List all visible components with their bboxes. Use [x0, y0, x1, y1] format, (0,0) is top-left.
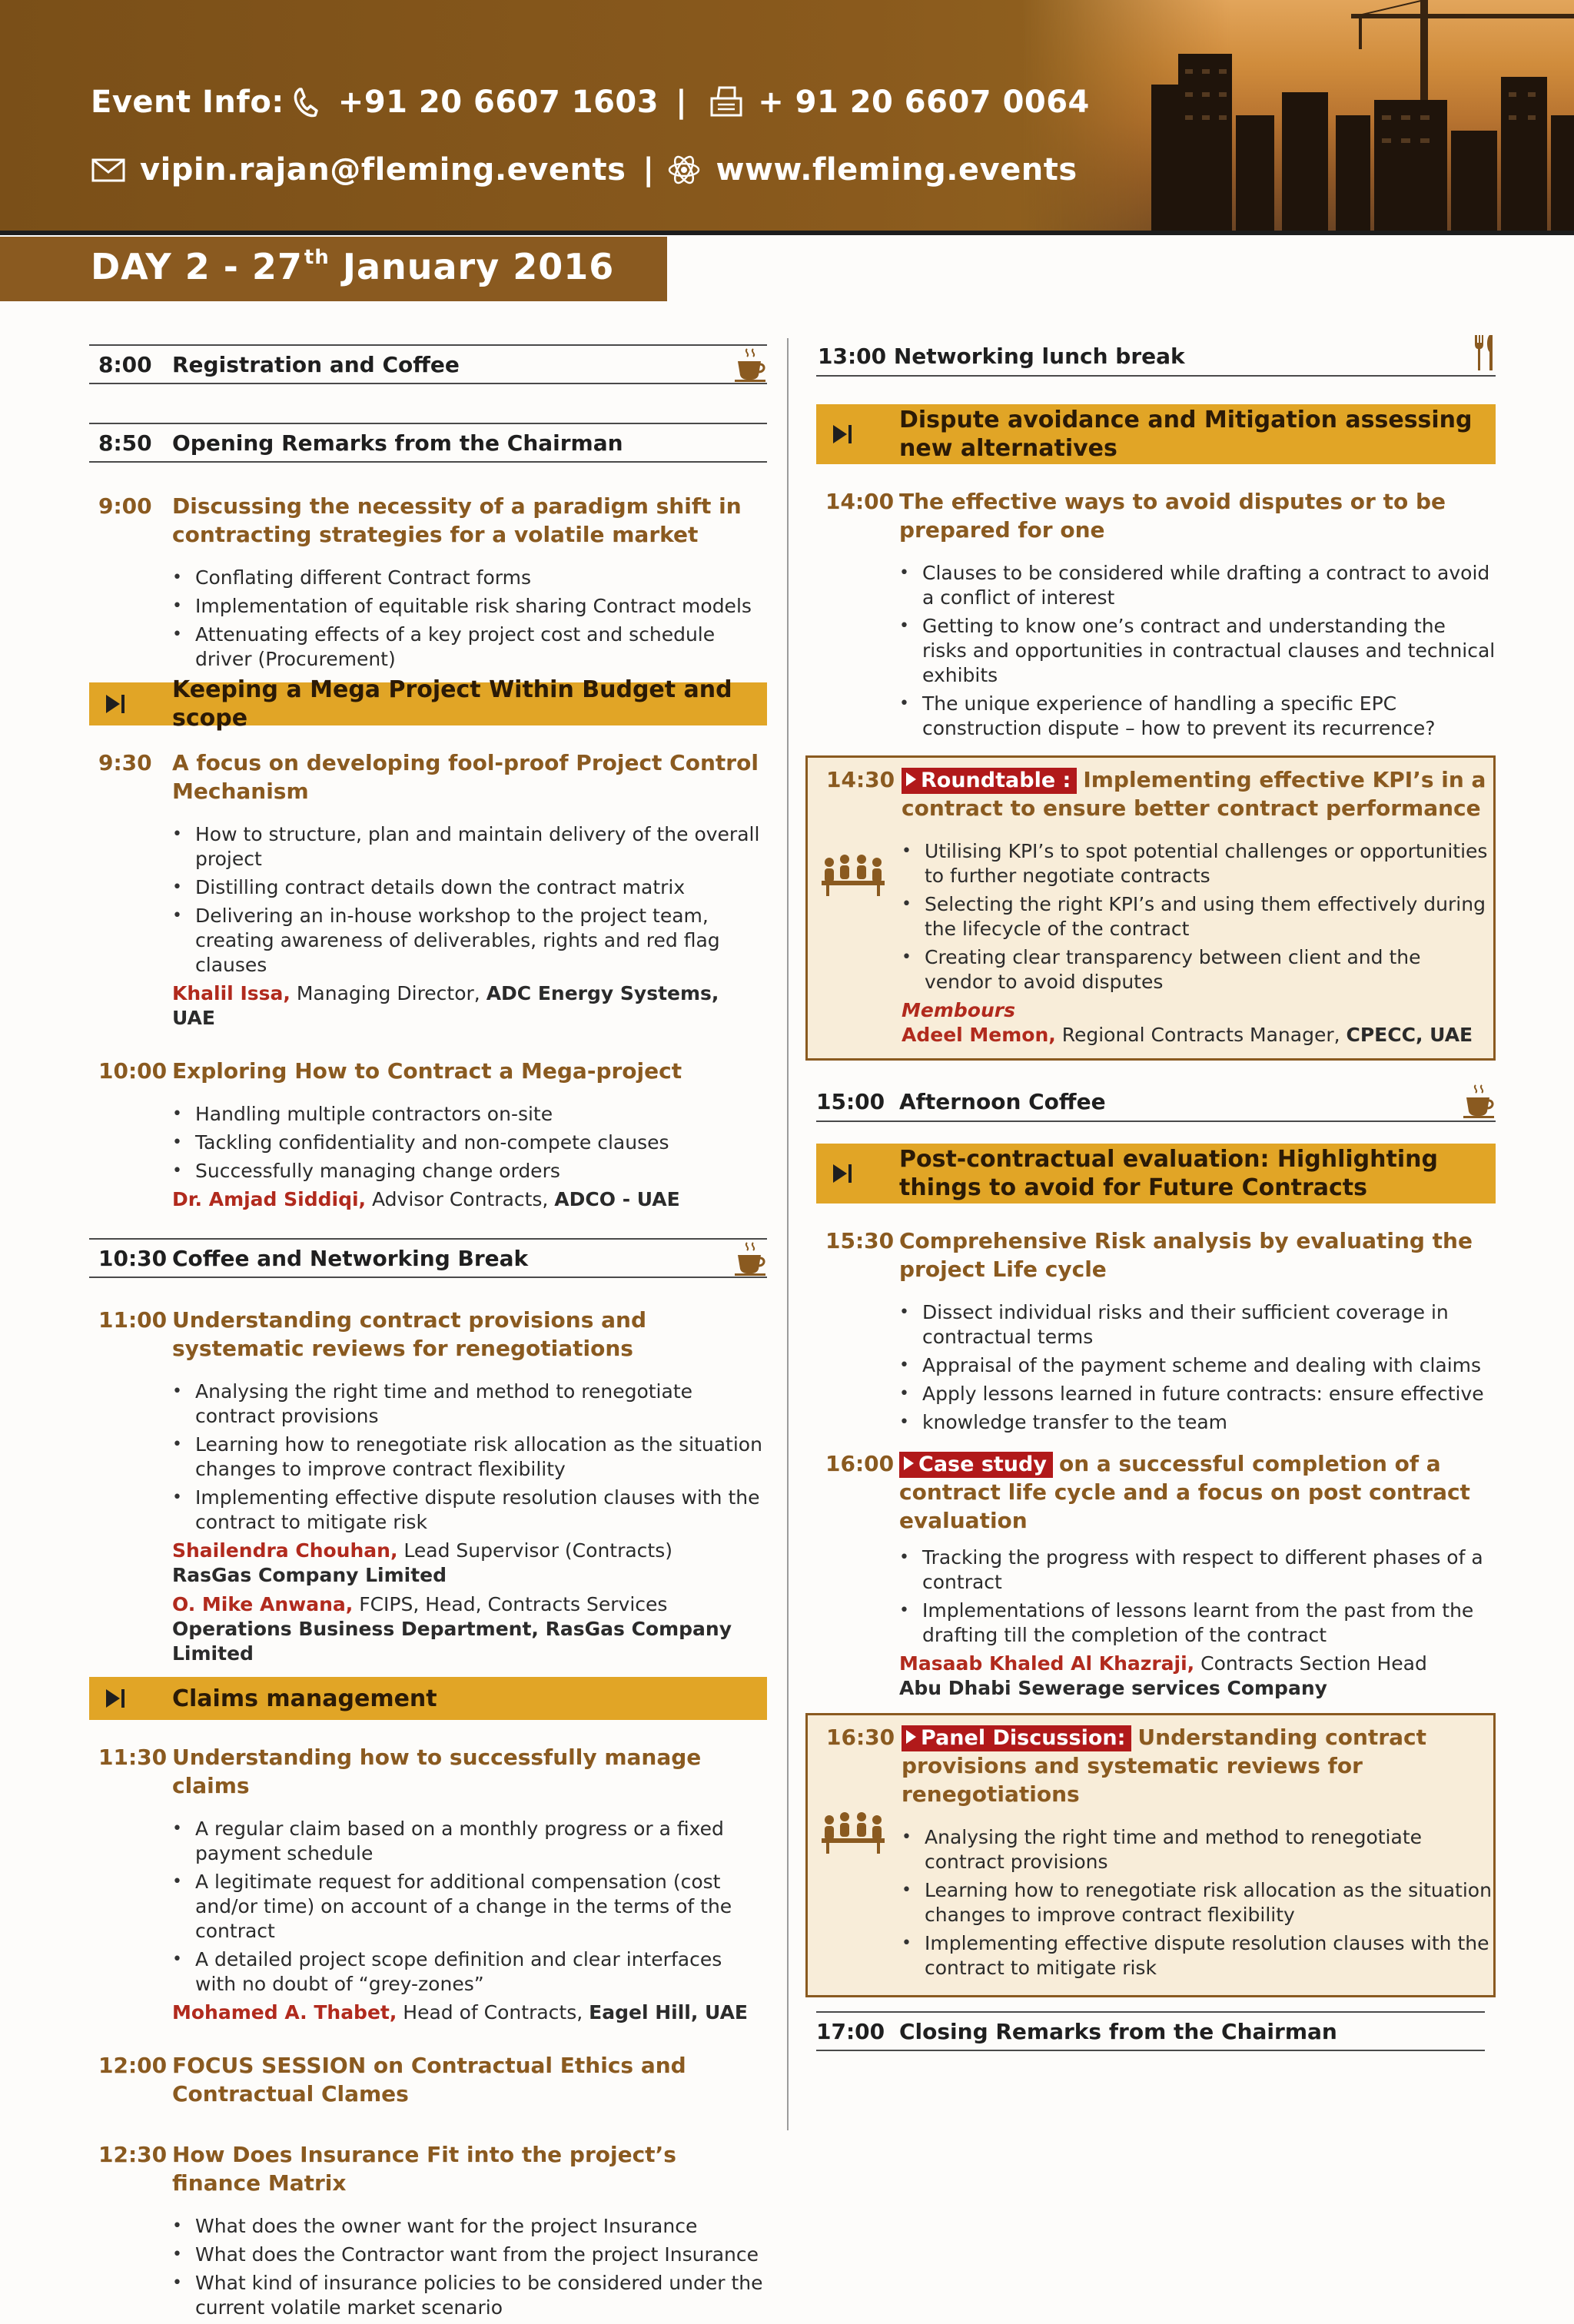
speaker-name: Masaab Khaled Al Khazraji,	[899, 1652, 1195, 1675]
list-item: • Learning how to renegotiate risk allocation as the situation changes to improve contract flexibility	[902, 1878, 1493, 1927]
arrow-icon	[904, 1456, 914, 1470]
list-item: • Tackling confidentiality and non-compete clauses	[172, 1130, 767, 1155]
session-title: Exploring How to Contract a Mega-project	[172, 1058, 682, 1084]
session-title: How Does Insurance Fit into the project’s finance Matrix	[172, 2142, 676, 2196]
bullet-list	[902, 839, 1493, 994]
session-title: Coffee and Networking Break	[172, 1245, 529, 1271]
session-time: 16:00	[825, 1451, 895, 1476]
session-time: 12:00	[98, 2053, 168, 2078]
column-divider	[787, 338, 789, 2130]
list-item: • A regular claim based on a monthly progress or a fixed payment schedule	[172, 1817, 767, 1866]
agenda-row-registration	[89, 344, 767, 384]
bullet-list	[902, 1825, 1493, 1980]
list-item: • Conflating different Contract forms	[172, 566, 767, 590]
section-title: Dispute avoidance and Mitigation assessing new alternatives	[899, 407, 1473, 462]
list-item: • Attenuating effects of a key project cost and schedule driver (Procurement)	[172, 622, 767, 672]
agenda-session-0900	[89, 492, 767, 549]
session-time: 11:00	[98, 1307, 168, 1333]
list-item: • Tracking the progress with respect to different phases of a contract	[899, 1545, 1496, 1595]
session-title: Comprehensive Risk analysis by evaluating the project Life cycle	[899, 1228, 1473, 1282]
session-time: 8:50	[98, 430, 152, 456]
agenda-session-1200	[89, 2051, 767, 2108]
session-title-text: on a successful completion of a contract life cycle and a focus on post contract evaluation	[899, 1451, 1470, 1533]
bullet-list	[899, 1300, 1496, 1435]
session-time: 8:00	[98, 351, 152, 377]
session-time: 9:00	[98, 493, 152, 519]
speaker-org: Eagel Hill, UAE	[589, 2001, 749, 2024]
speaker	[172, 1592, 767, 1617]
speaker-name: Khalil Issa,	[172, 982, 291, 1004]
coffee-cup-icon	[735, 347, 767, 383]
speaker	[172, 1187, 767, 1212]
arrow-icon	[906, 772, 916, 786]
session-time: 12:30	[98, 2142, 168, 2167]
speaker-org: ADC Energy Systems, UAE	[172, 982, 719, 1029]
speaker-role: Contracts Section Head	[1194, 1652, 1427, 1675]
list-item: • Delivering an in-house workshop to the project team, creating awareness of deliverables, rights and red flag clauses	[172, 904, 767, 978]
speaker-org: Abu Dhabi Sewerage services Company	[899, 1677, 1327, 1699]
speaker	[899, 1652, 1496, 1676]
session-time: 10:30	[98, 1245, 168, 1271]
agenda-session-1430	[808, 765, 1493, 822]
bullet-list	[172, 1102, 767, 1184]
panel-discussion-box	[805, 1713, 1496, 1997]
meeting-people-icon	[819, 1809, 888, 1855]
event-info-label: Event Info:	[91, 85, 284, 120]
list-item: • How to structure, plan and maintain delivery of the overall project	[172, 822, 767, 872]
left-column	[89, 344, 767, 2324]
list-item: • knowledge transfer to the team	[899, 1410, 1496, 1435]
website-link[interactable]: www.fleming.events	[716, 152, 1078, 188]
panel-discussion-tag	[902, 1725, 1131, 1751]
section-title: Claims management	[172, 1685, 437, 1712]
session-title: Afternoon Coffee	[899, 1088, 1106, 1114]
play-skip-icon	[89, 1688, 172, 1709]
speaker-org-line	[899, 1676, 1496, 1701]
arrow-icon	[906, 1730, 916, 1744]
event-info-line	[91, 85, 1090, 120]
bullet-list	[899, 561, 1496, 741]
session-title	[902, 1723, 1493, 1808]
speaker	[902, 1023, 1493, 1047]
list-item: • A detailed project scope definition and clear interfaces with no doubt of “grey-zones”	[172, 1947, 767, 1997]
speaker-org: Operations Business Department, RasGas Company Limited	[172, 1618, 732, 1665]
bullet-list	[172, 822, 767, 978]
agenda-session-1600	[816, 1449, 1496, 1535]
day-month-year: January 2016	[342, 246, 615, 287]
list-item: • Clauses to be considered while drafting a contract to avoid a conflict of interest	[899, 561, 1496, 610]
list-item: • What kind of insurance policies to be considered under the current volatile market scenario	[172, 2271, 767, 2320]
roundtable-box	[805, 755, 1496, 1061]
agenda-session-1630	[808, 1723, 1493, 1808]
list-item: • Successfully managing change orders	[172, 1159, 767, 1184]
list-item: • Distilling contract details down the contract matrix	[172, 875, 767, 900]
coffee-cup-icon	[1463, 1084, 1496, 1119]
session-title: Opening Remarks from the Chairman	[172, 430, 623, 456]
session-time: 15:00	[816, 1088, 885, 1114]
speaker-name: O. Mike Anwana,	[172, 1593, 354, 1615]
agenda-row-closing	[816, 2011, 1485, 2051]
speaker-org-line	[172, 1617, 767, 1666]
session-time: 14:00	[825, 489, 895, 514]
day-prefix: DAY 2 - 27	[91, 246, 303, 287]
session-title	[899, 1449, 1496, 1535]
agenda-session-1400	[816, 487, 1496, 544]
bullet-list	[172, 566, 767, 672]
list-item: • Apply lessons learned in future contracts: ensure effective	[899, 1382, 1496, 1406]
agenda-row-lunch	[816, 337, 1496, 377]
list-item: • Utilising KPI’s to spot potential challenges or opportunities to further negotiate contracts	[902, 839, 1493, 888]
speaker-role: Regional Contracts Manager,	[1055, 1024, 1347, 1046]
day-banner	[0, 237, 667, 301]
list-item: • Implementations of lessons learnt from the past from the drafting till the completion of the contract	[899, 1599, 1496, 1648]
moderator	[902, 998, 1493, 1023]
session-time: 11:30	[98, 1745, 168, 1770]
session-title: Understanding how to successfully manage claims	[172, 1745, 702, 1798]
bullet-list	[172, 1817, 767, 1997]
separator: |	[676, 85, 688, 120]
session-title: Closing Remarks from the Chairman	[899, 2018, 1337, 2044]
coffee-cup-icon	[735, 1241, 767, 1277]
roundtable-tag	[902, 768, 1077, 794]
list-item: • Creating clear transparency between client and the vendor to avoid disputes	[902, 945, 1493, 994]
right-column	[816, 344, 1496, 2090]
list-item: • Dissect individual risks and their sufficient coverage in contractual terms	[899, 1300, 1496, 1350]
session-title: The effective ways to avoid disputes or to be prepared for one	[899, 489, 1446, 543]
session-title	[902, 765, 1493, 822]
session-time: 10:00	[98, 1058, 168, 1084]
agenda-row-opening	[89, 423, 767, 463]
agenda-row-coffee-break	[89, 1238, 767, 1278]
list-item: • Analysing the right time and method to renegotiate contract provisions	[172, 1379, 767, 1429]
session-time: 14:30	[826, 767, 895, 792]
construction-skyline-image	[1021, 0, 1574, 231]
play-skip-icon	[89, 693, 172, 715]
list-item: • Implementation of equitable risk sharing Contract models	[172, 594, 767, 619]
speaker-role: Managing Director,	[290, 982, 486, 1004]
section-band-dispute	[816, 404, 1496, 464]
speaker-name: Mohamed A. Thabet,	[172, 2001, 397, 2024]
phone-link[interactable]: +91 20 6607 1603	[337, 85, 659, 120]
agenda-session-1230	[89, 2140, 767, 2197]
speaker	[172, 981, 767, 1031]
session-title: 13:00 Networking lunch break	[818, 343, 1185, 369]
bullet-list	[172, 1379, 767, 1535]
session-time: 16:30	[826, 1725, 895, 1750]
agenda-session-0930	[89, 749, 767, 805]
phone-icon	[289, 85, 324, 120]
agenda-session-1130	[89, 1743, 767, 1800]
fax-icon	[709, 85, 744, 120]
speaker-role: Lead Supervisor (Contracts)	[397, 1539, 673, 1562]
section-band-post-contractual	[816, 1144, 1496, 1204]
speaker-role: Advisor Contracts,	[366, 1188, 555, 1210]
session-title: Discussing the necessity of a paradigm shift in contracting strategies for a volatile market	[172, 493, 742, 547]
list-item: • Analysing the right time and method to renegotiate contract provisions	[902, 1825, 1493, 1874]
play-skip-icon	[816, 423, 899, 445]
list-item: • What does the Contractor want from the project Insurance	[172, 2243, 767, 2267]
day-title	[91, 246, 614, 287]
agenda-row-afternoon-coffee	[816, 1082, 1496, 1122]
speaker-org: RasGas Company Limited	[172, 1564, 447, 1586]
play-skip-icon	[816, 1163, 899, 1184]
session-time: 15:30	[825, 1228, 895, 1253]
speaker-role: FCIPS, Head, Contracts Services	[353, 1593, 668, 1615]
list-item: • A legitimate request for additional compensation (cost and/or time) on account of a change in the terms of the contract	[172, 1870, 767, 1944]
day-suffix: th	[304, 246, 330, 269]
session-title: FOCUS SESSION on Contractual Ethics and Contractual Clames	[172, 2053, 686, 2107]
speaker	[172, 1539, 767, 1563]
list-item: • Selecting the right KPI’s and using them effectively during the lifecycle of the contract	[902, 892, 1493, 941]
bullet-list	[172, 2214, 767, 2320]
agenda-session-1000	[89, 1057, 767, 1085]
speaker-org: ADCO - UAE	[554, 1188, 680, 1210]
email-icon	[91, 152, 126, 188]
speaker-org-line	[172, 1563, 767, 1588]
list-item: • Handling multiple contractors on-site	[172, 1102, 767, 1127]
session-time: 17:00	[816, 2018, 885, 2044]
globe-icon	[666, 152, 702, 188]
fork-knife-icon	[1473, 334, 1496, 372]
speaker-name: Shailendra Chouhan,	[172, 1539, 398, 1562]
separator: |	[643, 152, 655, 188]
session-title: Understanding contract provisions and systematic reviews for renegotiations	[172, 1307, 646, 1361]
list-item: • The unique experience of handling a specific EPC construction dispute – how to prevent its recurrence?	[899, 692, 1496, 741]
speaker-role: Head of Contracts,	[397, 2001, 589, 2024]
email-link[interactable]: vipin.rajan@fleming.events	[140, 152, 626, 188]
session-title: Registration and Coffee	[172, 351, 460, 377]
header-banner	[0, 0, 1574, 231]
session-title: A focus on developing fool-proof Project Control Mechanism	[172, 750, 759, 804]
bullet-list	[899, 1545, 1496, 1648]
meeting-people-icon	[819, 852, 888, 898]
section-band-budget	[89, 676, 767, 732]
header-rule	[0, 231, 1574, 235]
section-title: Keeping a Mega Project Within Budget and scope	[172, 676, 732, 732]
case-study-tag	[899, 1452, 1053, 1478]
session-title-text: Implementing effective KPI’s in a contract to ensure better contract performance	[902, 767, 1486, 821]
list-item: • Learning how to renegotiate risk allocation as the situation changes to improve contract flexibility	[172, 1433, 767, 1482]
section-title: Post-contractual evaluation: Highlighting things to avoid for Future Contracts	[899, 1146, 1438, 1201]
tag-label: Roundtable :	[921, 769, 1071, 792]
speaker-name: Adeel Memon,	[902, 1024, 1056, 1046]
contact-line	[91, 152, 1078, 188]
session-title-text: Understanding contract provisions and systematic reviews for renegotiations	[902, 1725, 1426, 1807]
tag-label: Panel Discussion:	[921, 1726, 1126, 1750]
speaker	[172, 2000, 767, 2025]
list-item: • Appraisal of the payment scheme and dealing with claims	[899, 1353, 1496, 1378]
session-time: 9:30	[98, 750, 152, 775]
speaker-org: CPECC, UAE	[1346, 1024, 1473, 1046]
list-item: • Implementing effective dispute resolution clauses with the contract to mitigate risk	[172, 1486, 767, 1535]
list-item: • Implementing effective dispute resolution clauses with the contract to mitigate risk	[902, 1931, 1493, 1980]
tag-label: Case study	[918, 1452, 1047, 1476]
list-item: • Getting to know one’s contract and understanding the risks and opportunities in contractual clauses and technical exhibits	[899, 614, 1496, 688]
agenda-session-1100	[89, 1306, 767, 1363]
section-band-claims	[89, 1677, 767, 1720]
speaker-name: Dr. Amjad Siddiqi,	[172, 1188, 367, 1210]
agenda-session-1530	[816, 1227, 1496, 1283]
moderator-label: Membours	[902, 999, 1015, 1021]
fax-link[interactable]: + 91 20 6607 0064	[758, 85, 1090, 120]
list-item: • What does the owner want for the project Insurance	[172, 2214, 767, 2239]
